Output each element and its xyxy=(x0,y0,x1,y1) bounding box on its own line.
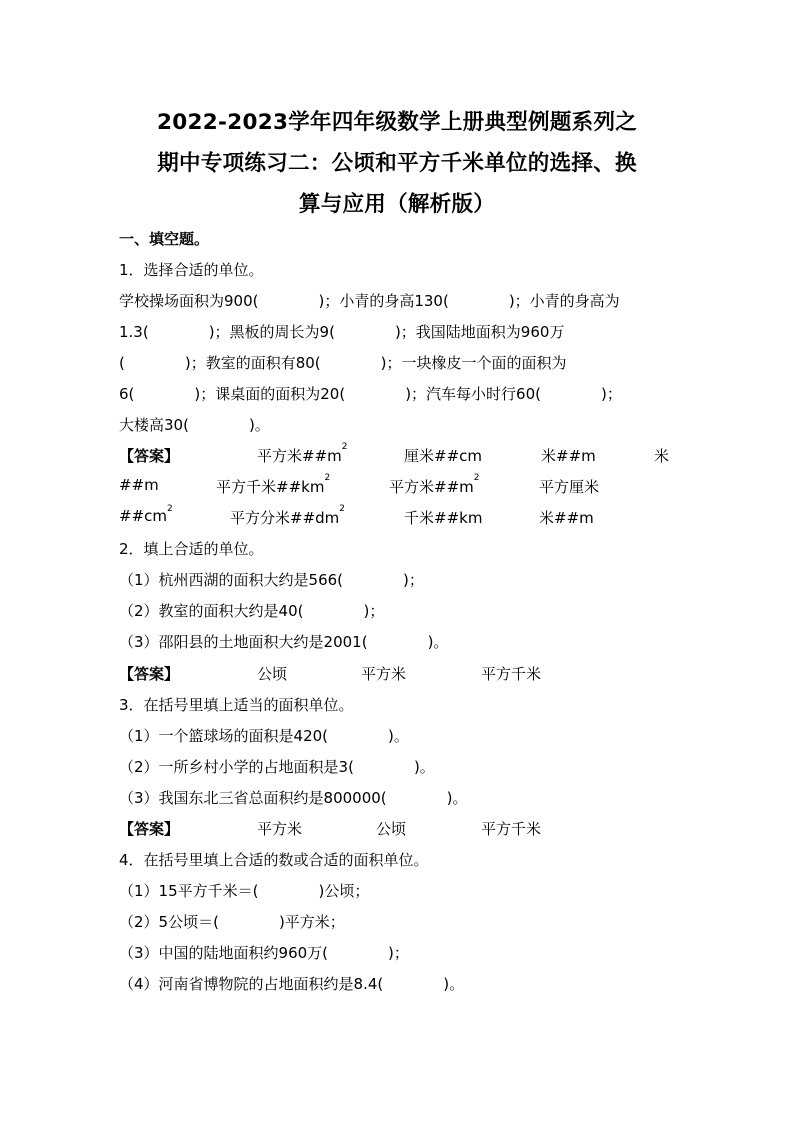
q3-part-1: （1）一个篮球场的面积是420( )。 xyxy=(119,727,409,745)
q1-text-line-2: 1.3( )；黑板的周长为9( )；我国陆地面积为960万 xyxy=(119,323,565,341)
q1-answer-label: 【答案】 xyxy=(119,447,180,465)
q1-answer-2: 厘米##cm xyxy=(404,447,482,465)
q1-text-line-4: 6( )；课桌面的面积为20( )；汽车每小时行60( )； xyxy=(119,385,622,403)
q1-stem: 1．选择合适的单位。 xyxy=(119,261,264,279)
q3-part-2: （2）一所乡村小学的占地面积是3( )。 xyxy=(119,758,435,776)
q4-stem: 4．在括号里填上合适的数或合适的面积单位。 xyxy=(119,851,429,869)
q1-answer-3: 米##m xyxy=(541,447,596,465)
q2-answer-label: 【答案】 xyxy=(119,665,180,683)
q1-answer-7: 平方厘米 xyxy=(539,478,600,496)
q4-part-1: （1）15平方千米＝( )公顷； xyxy=(119,882,370,900)
q1-answer-9: 千米##km xyxy=(404,509,483,527)
q3-part-3: （3）我国东北三省总面积约是800000( )。 xyxy=(119,789,468,807)
q2-part-1: （1）杭州西湖的面积大约是566( )； xyxy=(119,571,424,589)
q3-answer-2: 公顷 xyxy=(376,820,407,838)
q1-text-line-1: 学校操场面积为900( )；小青的身高130( )；小青的身高为 xyxy=(119,292,620,310)
q1-text-line-5: 大楼高30( )。 xyxy=(119,416,270,434)
q4-part-2: （2）5公顷＝( )平方米； xyxy=(119,913,345,931)
q2-answer-1: 公顷 xyxy=(257,665,288,683)
q2-answer-2: 平方米 xyxy=(361,665,407,683)
q2-part-3: （3）邵阳县的土地面积大约是2001( )。 xyxy=(119,633,449,651)
q1-answer-4: 米 xyxy=(654,447,670,465)
q4-part-3: （3）中国的陆地面积约960万( )； xyxy=(119,944,409,962)
q3-stem: 3．在括号里填上适当的面积单位。 xyxy=(119,696,354,714)
doc-title-line-3: 算与应用（解析版） xyxy=(298,192,496,217)
section-heading: 一、填空题。 xyxy=(119,230,210,248)
q1-answer-7-cont: $\#\#cm^2$ xyxy=(119,504,173,525)
q2-part-2: （2）教室的面积大约是40( )； xyxy=(119,602,385,620)
q1-answer-1: 平方米$\#\#m^2$ xyxy=(257,442,348,465)
doc-title-line-1: 2022-2023学年四年级数学上册典型例题系列之 xyxy=(156,110,638,135)
q4-part-4: （4）河南省博物院的占地面积约是8.4( )。 xyxy=(119,975,465,993)
q1-answer-10: 米##m xyxy=(539,509,594,527)
q2-answer-3: 平方千米 xyxy=(481,665,542,683)
doc-title-line-2: 期中专项练习二：公顷和平方千米单位的选择、换 xyxy=(157,151,637,176)
q2-stem: 2．填上合适的单位。 xyxy=(119,540,264,558)
q1-text-line-3: ( )；教室的面积有80( )；一块橡皮一个面的面积为 xyxy=(119,354,567,372)
q3-answer-1: 平方米 xyxy=(257,820,303,838)
q1-answer-8: 平方分米$\#\#dm^2$ xyxy=(230,504,346,527)
q3-answer-3: 平方千米 xyxy=(481,820,542,838)
q3-answer-label: 【答案】 xyxy=(119,820,180,838)
q1-answer-6: 平方米$\#\#m^2$ xyxy=(389,473,480,496)
q1-answer-4-cont: ##m xyxy=(119,476,159,494)
q1-answer-5: 平方千米$\#\#km^2$ xyxy=(216,473,331,496)
